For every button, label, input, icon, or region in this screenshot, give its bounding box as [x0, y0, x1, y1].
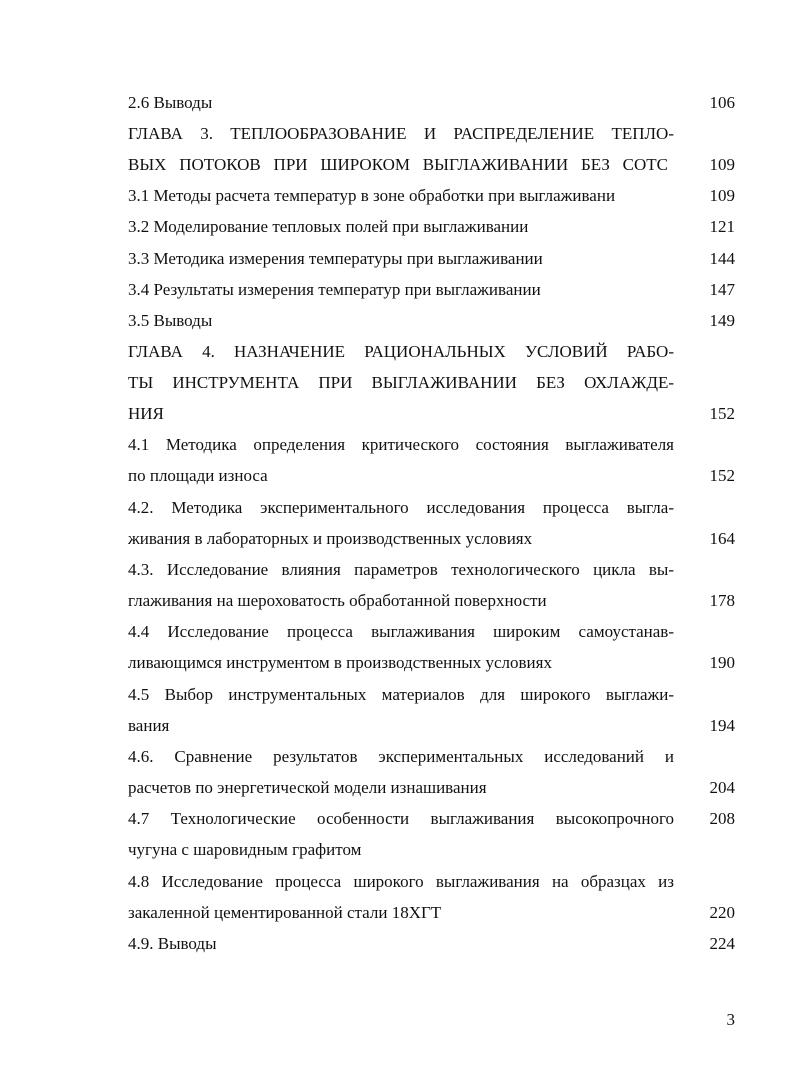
toc-page-number: 220 [709, 903, 735, 922]
chapter-heading: ТЫ ИНСТРУМЕНТА ПРИ ВЫГЛАЖИВАНИИ БЕЗ ОХЛАЖДЕ- [128, 373, 674, 392]
toc-page-number: 208 [709, 809, 735, 828]
toc-line: 3.3 Методика измерения температуры при выглаживании [128, 249, 543, 268]
chapter-heading: ГЛАВА 3. ТЕПЛООБРАЗОВАНИЕ И РАСПРЕДЕЛЕНИЕ ТЕПЛО- [128, 124, 674, 143]
toc-line: расчетов по энергетической модели изнашивания [128, 778, 487, 797]
toc-line: 4.4 Исследование процесса выглаживания широким самоустанав- [128, 622, 674, 641]
toc-page-number: 224 [709, 934, 735, 953]
toc-line: 4.1 Методика определения критического состояния выглаживателя [128, 435, 674, 454]
toc-line: по площади износа [128, 466, 268, 485]
chapter-heading: ВЫХ ПОТОКОВ ПРИ ШИРОКОМ ВЫГЛАЖИВАНИИ БЕЗ СОТС [128, 155, 668, 174]
chapter-heading: ГЛАВА 4. НАЗНАЧЕНИЕ РАЦИОНАЛЬНЫХ УСЛОВИЙ РАБО- [128, 342, 674, 361]
toc-page-number: 194 [709, 716, 735, 735]
toc-line: 3.5 Выводы [128, 311, 213, 330]
toc-line: 4.9. Выводы [128, 934, 217, 953]
footer-page-number: 3 [726, 1010, 735, 1029]
toc-line: 2.6 Выводы [128, 93, 213, 112]
toc-page-number: 109 [709, 155, 735, 174]
toc-line: 3.2 Моделирование тепловых полей при выглаживании [128, 217, 529, 236]
toc-line: 4.7 Технологические особенности выглаживания высокопрочного [128, 809, 674, 828]
toc-line: 4.3. Исследование влияния параметров технологического цикла вы- [128, 560, 674, 579]
toc-page-number: 178 [709, 591, 735, 610]
toc-line: 4.5 Выбор инструментальных материалов для широкого выглажи- [128, 685, 674, 704]
toc-page-number: 121 [709, 217, 735, 236]
toc-page-number: 152 [709, 466, 735, 485]
toc-line: 3.1 Методы расчета температур в зоне обработки при выглаживани [128, 186, 616, 205]
toc-page-number: 152 [709, 404, 735, 423]
toc-page-number: 190 [709, 653, 735, 672]
toc-line: 4.2. Методика экспериментального исследования процесса выгла- [128, 498, 674, 517]
toc-page-number: 109 [709, 186, 735, 205]
toc-line: 4.8 Исследование процесса широкого выглаживания на образцах из [128, 872, 674, 891]
toc-line: 4.6. Сравнение результатов экспериментальных исследований и [128, 747, 674, 766]
toc-page-number: 149 [709, 311, 735, 330]
toc-line: ливающимся инструментом в производственных условиях [128, 653, 552, 672]
toc-line: глаживания на шероховатость обработанной поверхности [128, 591, 547, 610]
toc-line: закаленной цементированной стали 18ХГТ [128, 903, 442, 922]
chapter-heading: НИЯ [128, 404, 164, 423]
toc-page-number: 144 [709, 249, 735, 268]
toc-line: вания [128, 716, 170, 735]
toc-line: 3.4 Результаты измерения температур при выглаживании [128, 280, 541, 299]
toc-line: живания в лабораторных и производственных условиях [128, 529, 533, 548]
toc-page-number: 204 [709, 778, 735, 797]
toc-page-number: 106 [709, 93, 735, 112]
toc-page-number: 147 [709, 280, 735, 299]
toc-line: чугуна с шаровидным графитом [128, 840, 362, 859]
toc-page-number: 164 [709, 529, 735, 548]
